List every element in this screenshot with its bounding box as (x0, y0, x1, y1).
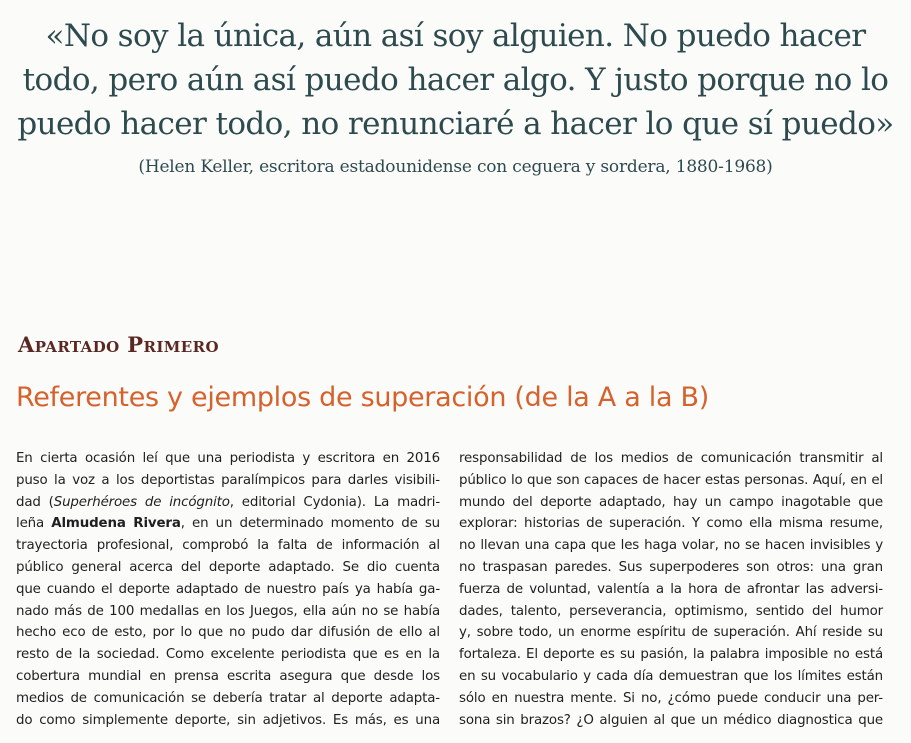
text-line: dades, talento, perseverancia, optimismo, sentido del humor (459, 603, 883, 619)
quote-attribution: (Helen Keller, escritora estadounidense con ceguera y sordera, 1880-1968) (138, 157, 773, 177)
text-line: no traspasan paredes. Sus superpoderes son otros: una gran (459, 559, 883, 575)
text-line: en su vocabulario y cada día demuestran que los límites están (459, 668, 883, 684)
text-line: sona sin brazos? ¿O alguien al que un médico diagnostica que (459, 712, 883, 728)
text-line: responsabilidad de los medios de comunicación transmitir al (459, 451, 883, 466)
quote-line: puedo hacer todo, no renunciaré a hacer lo que sí puedo» (17, 106, 894, 142)
text-line: resto de la sociedad. Como excelente periodista que es en la (16, 647, 440, 663)
section-label: Apartado Primero (18, 332, 219, 357)
epigraph-quote (0, 14, 911, 178)
person-name: Almudena Rivera (51, 516, 181, 532)
text-line: trayectoria profesional, comprobó la falta de información al (16, 538, 440, 554)
text-fragment: , editorial Cydonia). La madri- (229, 494, 440, 510)
text-fragment: , en un determinado momento de su (180, 516, 440, 532)
quote-line: todo, pero aún así puedo hacer algo. Y justo porque no lo (22, 62, 889, 98)
text-line: do como simplemente deporte, sin adjetivos. Es más, es una (16, 712, 440, 728)
text-line: público lo que son capaces de hacer estas personas. Aquí, en el (459, 472, 883, 488)
text-line: cobertura mundial en prensa escrita asegura que desde los (16, 668, 440, 684)
text-line: no llevan una capa que les haga volar, no se hacen invisibles y (459, 538, 883, 554)
book-title: Superhéroes de incógnito (53, 494, 230, 510)
body-column-left (16, 448, 440, 731)
text-line: sólo en nuestra mente. Si no, ¿cómo puede conducir una per- (459, 690, 883, 706)
text-line: y, sobre todo, un enorme espíritu de superación. Ahí reside su (459, 625, 883, 641)
text-line: nado más de 100 medallas en los Juegos, ella aún no se había (16, 603, 440, 619)
text-fragment: dad ( (16, 494, 54, 510)
text-line: explorar: historias de superación. Y como ella misma resume, (459, 516, 883, 532)
text-line: En cierta ocasión leí que una periodista y escritora en 2016 (16, 451, 440, 466)
body-column-right (459, 448, 883, 731)
text-line: puso la voz a los deportistas paralímpicos para darles visibili- (16, 472, 440, 488)
text-line: que cuando el deporte adaptado de nuestro país ya había ga- (16, 581, 440, 597)
quote-line: «No soy la única, aún así soy alguien. No puedo hacer (45, 18, 866, 54)
text-line: hecho eco de esto, por lo que no pudo dar difusión de ello al (16, 625, 440, 641)
text-line: público general acerca del deporte adaptado. Se dio cuenta (16, 559, 440, 575)
section-title: Referentes y ejemplos de superación (de la A a la B) (16, 382, 709, 413)
text-line: medios de comunicación se debería tratar al deporte adapta- (16, 690, 440, 706)
text-line: fuerza de voluntad, valentía a la hora de afrontar las adversi- (459, 581, 883, 597)
text-line (16, 513, 440, 535)
text-line: mundo del deporte adaptado, hay un campo inagotable que (459, 494, 883, 510)
text-fragment: leña (16, 516, 52, 532)
text-line (16, 492, 440, 514)
text-line: fortaleza. El deporte es su pasión, la palabra imposible no está (459, 647, 883, 663)
